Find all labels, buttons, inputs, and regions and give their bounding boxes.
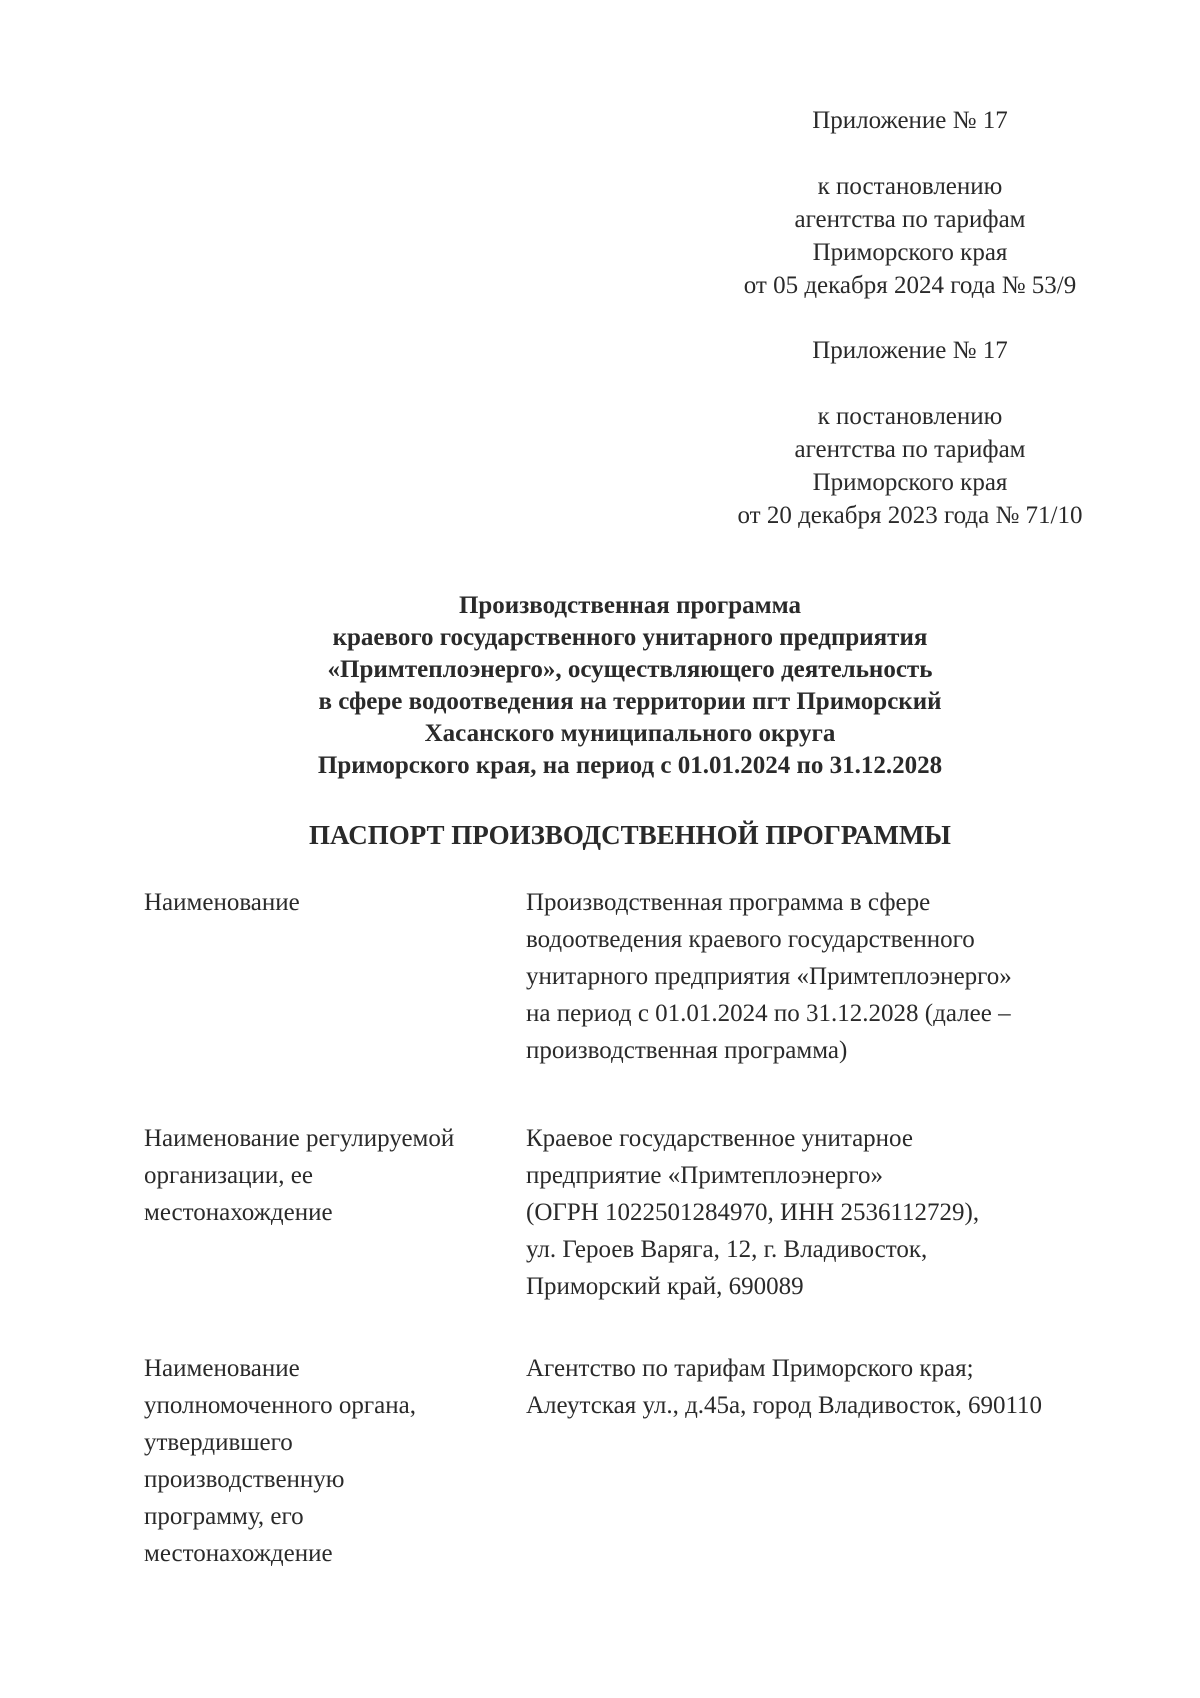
passport-row-label xyxy=(144,1120,514,1231)
passport-row-label xyxy=(144,1350,514,1572)
value-line: предприятие «Примтеплоэнерго» xyxy=(526,1162,884,1189)
appendix-current-title: Приложение № 17 xyxy=(812,107,1008,134)
value-line: унитарного предприятия «Примтеплоэнерго» xyxy=(526,963,1012,990)
label-line: Наименование xyxy=(144,1355,300,1382)
passport-row-label xyxy=(144,884,514,921)
appendix-current-line: Приморского края xyxy=(812,239,1008,266)
value-line: ул. Героев Варяга, 12, г. Владивосток, xyxy=(526,1236,928,1263)
appendix-previous xyxy=(700,334,1120,532)
label-line: утвердившего xyxy=(144,1429,293,1456)
value-line: водоотведения краевого государственного xyxy=(526,926,975,953)
value-line: Агентство по тарифам Приморского края; xyxy=(526,1355,974,1382)
value-line: Приморский край, 690089 xyxy=(526,1273,804,1300)
label-line: местонахождение xyxy=(144,1540,333,1567)
program-title-line: Хасанского муниципального округа xyxy=(424,720,836,747)
value-line: Алеутская ул., д.45а, город Владивосток, 690110 xyxy=(526,1392,1043,1419)
program-title-line: краевого государственного унитарного предприятия xyxy=(332,624,928,651)
program-title-line: «Примтеплоэнерго», осуществляющего деятельность xyxy=(327,656,933,683)
value-line: производственная программа) xyxy=(526,1037,848,1064)
appendix-previous-line: Приморского края xyxy=(812,469,1008,496)
label-line: местонахождение xyxy=(144,1199,333,1226)
label-line: уполномоченного органа, xyxy=(144,1392,416,1419)
label-line: организации, ее xyxy=(144,1162,313,1189)
appendix-previous-title: Приложение № 17 xyxy=(812,337,1008,364)
label-line: производственную xyxy=(144,1466,345,1493)
program-title-line: Производственная программа xyxy=(458,592,802,619)
appendix-previous-line: агентства по тарифам xyxy=(794,436,1026,463)
program-title-line: в сфере водоотведения на территории пгт Приморский xyxy=(318,688,942,715)
value-line: Краевое государственное унитарное xyxy=(526,1125,913,1152)
appendix-current-line: к постановлению xyxy=(817,173,1003,200)
appendix-previous-decree: от 20 декабря 2023 года № 71/10 xyxy=(737,502,1083,529)
passport-row-value xyxy=(526,1120,1126,1305)
appendix-current-line: агентства по тарифам xyxy=(794,206,1026,233)
label-line: Наименование xyxy=(144,889,300,916)
value-line: на период с 01.01.2024 по 31.12.2028 (далее – xyxy=(526,1000,1011,1027)
label-line: программу, его xyxy=(144,1503,304,1530)
program-title-line: Приморского края, на период с 01.01.2024 по 31.12.2028 xyxy=(317,752,943,779)
value-line: (ОГРН 1022501284970, ИНН 2536112729), xyxy=(526,1199,980,1226)
passport-row-value xyxy=(526,1350,1126,1424)
passport-row-value xyxy=(526,884,1126,1069)
appendix-previous-line: к постановлению xyxy=(817,403,1003,430)
program-title xyxy=(200,590,1060,782)
appendix-current xyxy=(700,104,1120,302)
label-line: Наименование регулируемой xyxy=(144,1125,455,1152)
appendix-current-decree: от 05 декабря 2024 года № 53/9 xyxy=(743,272,1077,299)
value-line: Производственная программа в сфере xyxy=(526,889,931,916)
passport-heading: ПАСПОРТ ПРОИЗВОДСТВЕННОЙ ПРОГРАММЫ xyxy=(309,820,951,850)
